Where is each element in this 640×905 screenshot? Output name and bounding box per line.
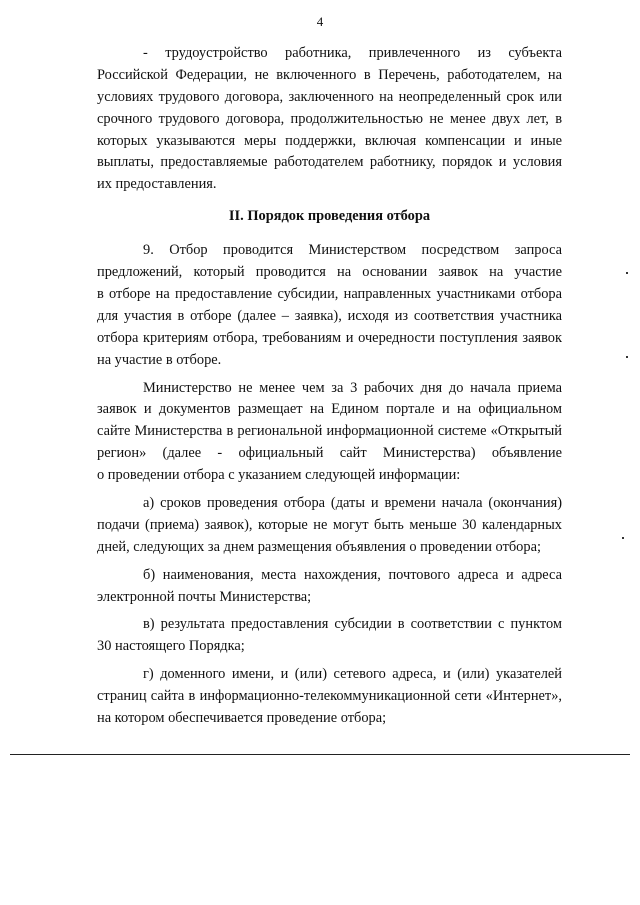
text-line: 30 настоящего Порядка;: [97, 638, 245, 655]
text-line: г) доменного имени, и (или) сетевого адреса, и (или) указателей: [143, 666, 562, 683]
text-line: - трудоустройство работника, привлеченного из субъекта: [143, 45, 562, 61]
text-line: Министерство не менее чем за 3 рабочих дня до начала приема: [143, 379, 562, 396]
list-item-c: [97, 614, 562, 658]
text-line: которых указываются меры поддержки, включая компенсации и иные: [97, 132, 562, 149]
text-line: страниц сайта в информационно-телекоммуникационной сети «Интернет»,: [97, 688, 562, 705]
text-line: в отборе на предоставление субсидии, направленных участниками отбора: [97, 286, 562, 303]
text-line: а) сроков проведения отбора (даты и времени начала (окончания): [143, 495, 562, 512]
text-line: заявок и документов размещает на Едином портале и на официальном: [97, 401, 562, 418]
paragraph-9: [97, 240, 562, 371]
scan-speck: [626, 272, 628, 274]
text-line: на котором обеспечивается проведение отбора;: [97, 710, 387, 727]
text-line: их предоставления.: [97, 176, 217, 193]
text-line: выплаты, предоставляемые работодателем работнику, порядок и условия: [97, 154, 562, 171]
scan-speck: [622, 537, 624, 539]
text-line: дней, следующих за днем размещения объявления о проведении отбора;: [97, 538, 541, 555]
paragraph-employment: [97, 43, 562, 196]
page-number: 4: [316, 14, 324, 29]
text-line: срочного трудового договора, продолжительностью не менее двух лет, в: [97, 110, 562, 127]
text-line: на участие в отборе.: [97, 351, 222, 368]
text-line: регион» (далее - официальный сайт Министерства) объявление: [97, 445, 562, 462]
text-line: 9. Отбор проводится Министерством посредством запроса: [143, 242, 562, 259]
list-item-d: [97, 664, 562, 730]
document-body: [97, 43, 562, 730]
list-item-b: [97, 565, 562, 609]
text-line: предложений, который проводится на основании заявок на участие: [97, 264, 562, 281]
text-line: о проведении отбора с указанием следующей информации:: [97, 467, 461, 484]
text-line: сайте Министерства в региональной информационной системе «Открытый: [97, 423, 562, 440]
text-line: в) результата предоставления субсидии в соответствии с пунктом: [143, 616, 562, 633]
text-line: отбора критериям отбора, требованиям и очередности поступления заявок: [97, 329, 562, 346]
text-line: электронной почты Министерства;: [97, 588, 312, 605]
horizontal-rule: [10, 754, 630, 755]
scan-speck: [626, 356, 628, 358]
section-heading: II. Порядок проведения отбора: [228, 208, 431, 225]
text-line: условиях трудового договора, заключенного на неопределенный срок или: [97, 88, 562, 105]
text-line: подачи (приема) заявок), которые не могут быть меньше 30 календарных: [97, 516, 562, 533]
text-line: б) наименования, места нахождения, почтового адреса и адреса: [143, 566, 562, 583]
paragraph-announcement: [97, 378, 562, 487]
text-line: для участия в отборе (далее – заявка), исходя из соответствия участника: [97, 307, 562, 324]
text-line: Российской Федерации, не включенного в Перечень, работодателем, на: [97, 66, 562, 83]
list-item-a: [97, 493, 562, 559]
